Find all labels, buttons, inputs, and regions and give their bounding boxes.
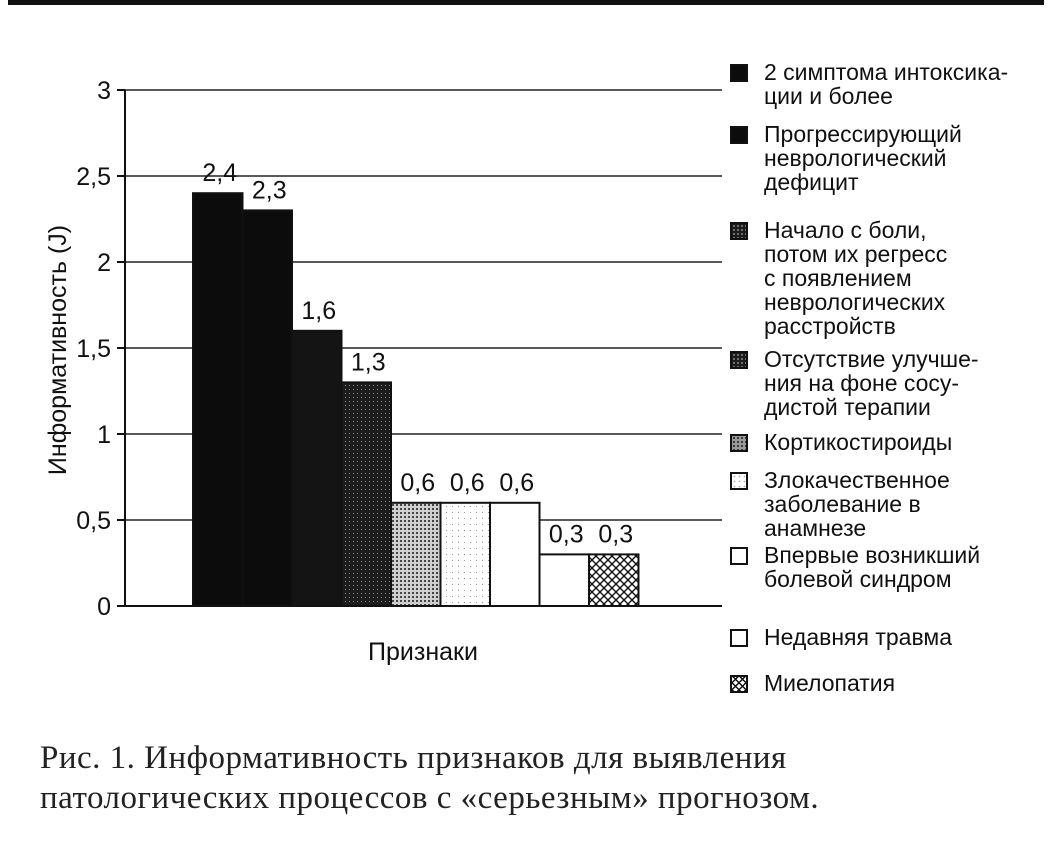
legend-label-line: Начало с боли,: [764, 217, 927, 243]
data-label-9: 0,3: [598, 520, 634, 549]
legend-label: [764, 60, 1044, 108]
y-tick-label: 0,5: [76, 507, 111, 535]
caption-line-1: Рис. 1. Информативность признаков для выявления: [40, 740, 787, 776]
legend-label-line: заболевание в: [764, 491, 921, 517]
legend-label-line: Миелопатия: [764, 670, 896, 696]
legend-label-line: 2 симптома интоксика-: [764, 59, 1009, 85]
y-tick-label: 2,5: [76, 163, 111, 191]
legend-swatch-icon: [730, 629, 748, 647]
bar-4: [342, 382, 392, 606]
y-tick-label: 1: [97, 421, 111, 449]
legend-label: [764, 218, 1044, 338]
caption-line-2: патологических процессов с «серьезным» прогнозом.: [40, 780, 820, 816]
bar-3: [292, 331, 342, 606]
data-label-8: 0,3: [548, 520, 584, 549]
data-label-4: 1,3: [350, 348, 386, 377]
bar-2: [243, 210, 293, 606]
legend-label: [764, 543, 1044, 591]
y-tick-label: 2: [97, 249, 111, 277]
legend-swatch-icon: [730, 351, 748, 369]
legend-label-line: расстройств: [764, 313, 896, 339]
legend-swatch-icon: [730, 222, 748, 240]
legend-label-line: с появлением: [764, 265, 912, 291]
data-label-2: 2,3: [251, 176, 287, 205]
y-tick-label: 3: [97, 77, 111, 105]
legend-label-line: Недавняя травма: [764, 624, 953, 650]
legend-label-line: Прогрессирующий: [764, 121, 962, 147]
bar-9: [589, 554, 639, 606]
legend-swatch-icon: [730, 434, 748, 452]
legend-label: [764, 671, 1044, 695]
legend-swatch-icon: [730, 64, 748, 82]
legend-label-line: дистой терапии: [764, 394, 931, 420]
legend-label-line: ции и более: [764, 83, 893, 109]
legend-swatch-icon: [730, 547, 748, 565]
legend-label: [764, 347, 1044, 419]
bar-8: [540, 554, 590, 606]
legend-label-line: неврологических: [764, 289, 946, 315]
data-label-3: 1,6: [301, 296, 337, 325]
legend-label-line: ния на фоне сосу-: [764, 370, 960, 396]
legend-label: [764, 625, 1044, 649]
y-tick-label: 1,5: [76, 335, 111, 363]
legend-label-line: Кортикостироиды: [764, 429, 953, 455]
legend-label: [764, 430, 1044, 454]
data-label-7: 0,6: [499, 468, 535, 497]
data-label-6: 0,6: [449, 468, 485, 497]
figure-caption: [40, 738, 1040, 818]
legend-label: [764, 468, 1044, 540]
legend-label-line: Злокачественное: [764, 467, 950, 493]
bar-5: [391, 503, 441, 606]
legend-label-line: болевой синдром: [764, 566, 952, 592]
legend-label-line: неврологический: [764, 145, 947, 171]
bar-6: [441, 503, 491, 606]
legend-swatch-icon: [730, 675, 748, 693]
legend-label-line: Отсутствие улучше-: [764, 346, 979, 372]
x-axis-title: Признаки: [368, 638, 478, 666]
y-tick-label: 0: [97, 593, 111, 621]
legend-label: [764, 122, 1044, 194]
legend-swatch-icon: [730, 126, 748, 144]
bar-7: [490, 503, 540, 606]
legend-label-line: Впервые возникший: [764, 542, 981, 568]
bar-1: [193, 193, 243, 606]
legend-label-line: анамнезе: [764, 515, 867, 541]
legend-label-line: потом их регресс: [764, 241, 948, 267]
y-axis-title: Информативность (J): [44, 224, 72, 476]
legend-label-line: дефицит: [764, 169, 859, 195]
data-label-5: 0,6: [400, 468, 436, 497]
data-label-1: 2,4: [202, 159, 238, 188]
legend-swatch-icon: [730, 472, 748, 490]
